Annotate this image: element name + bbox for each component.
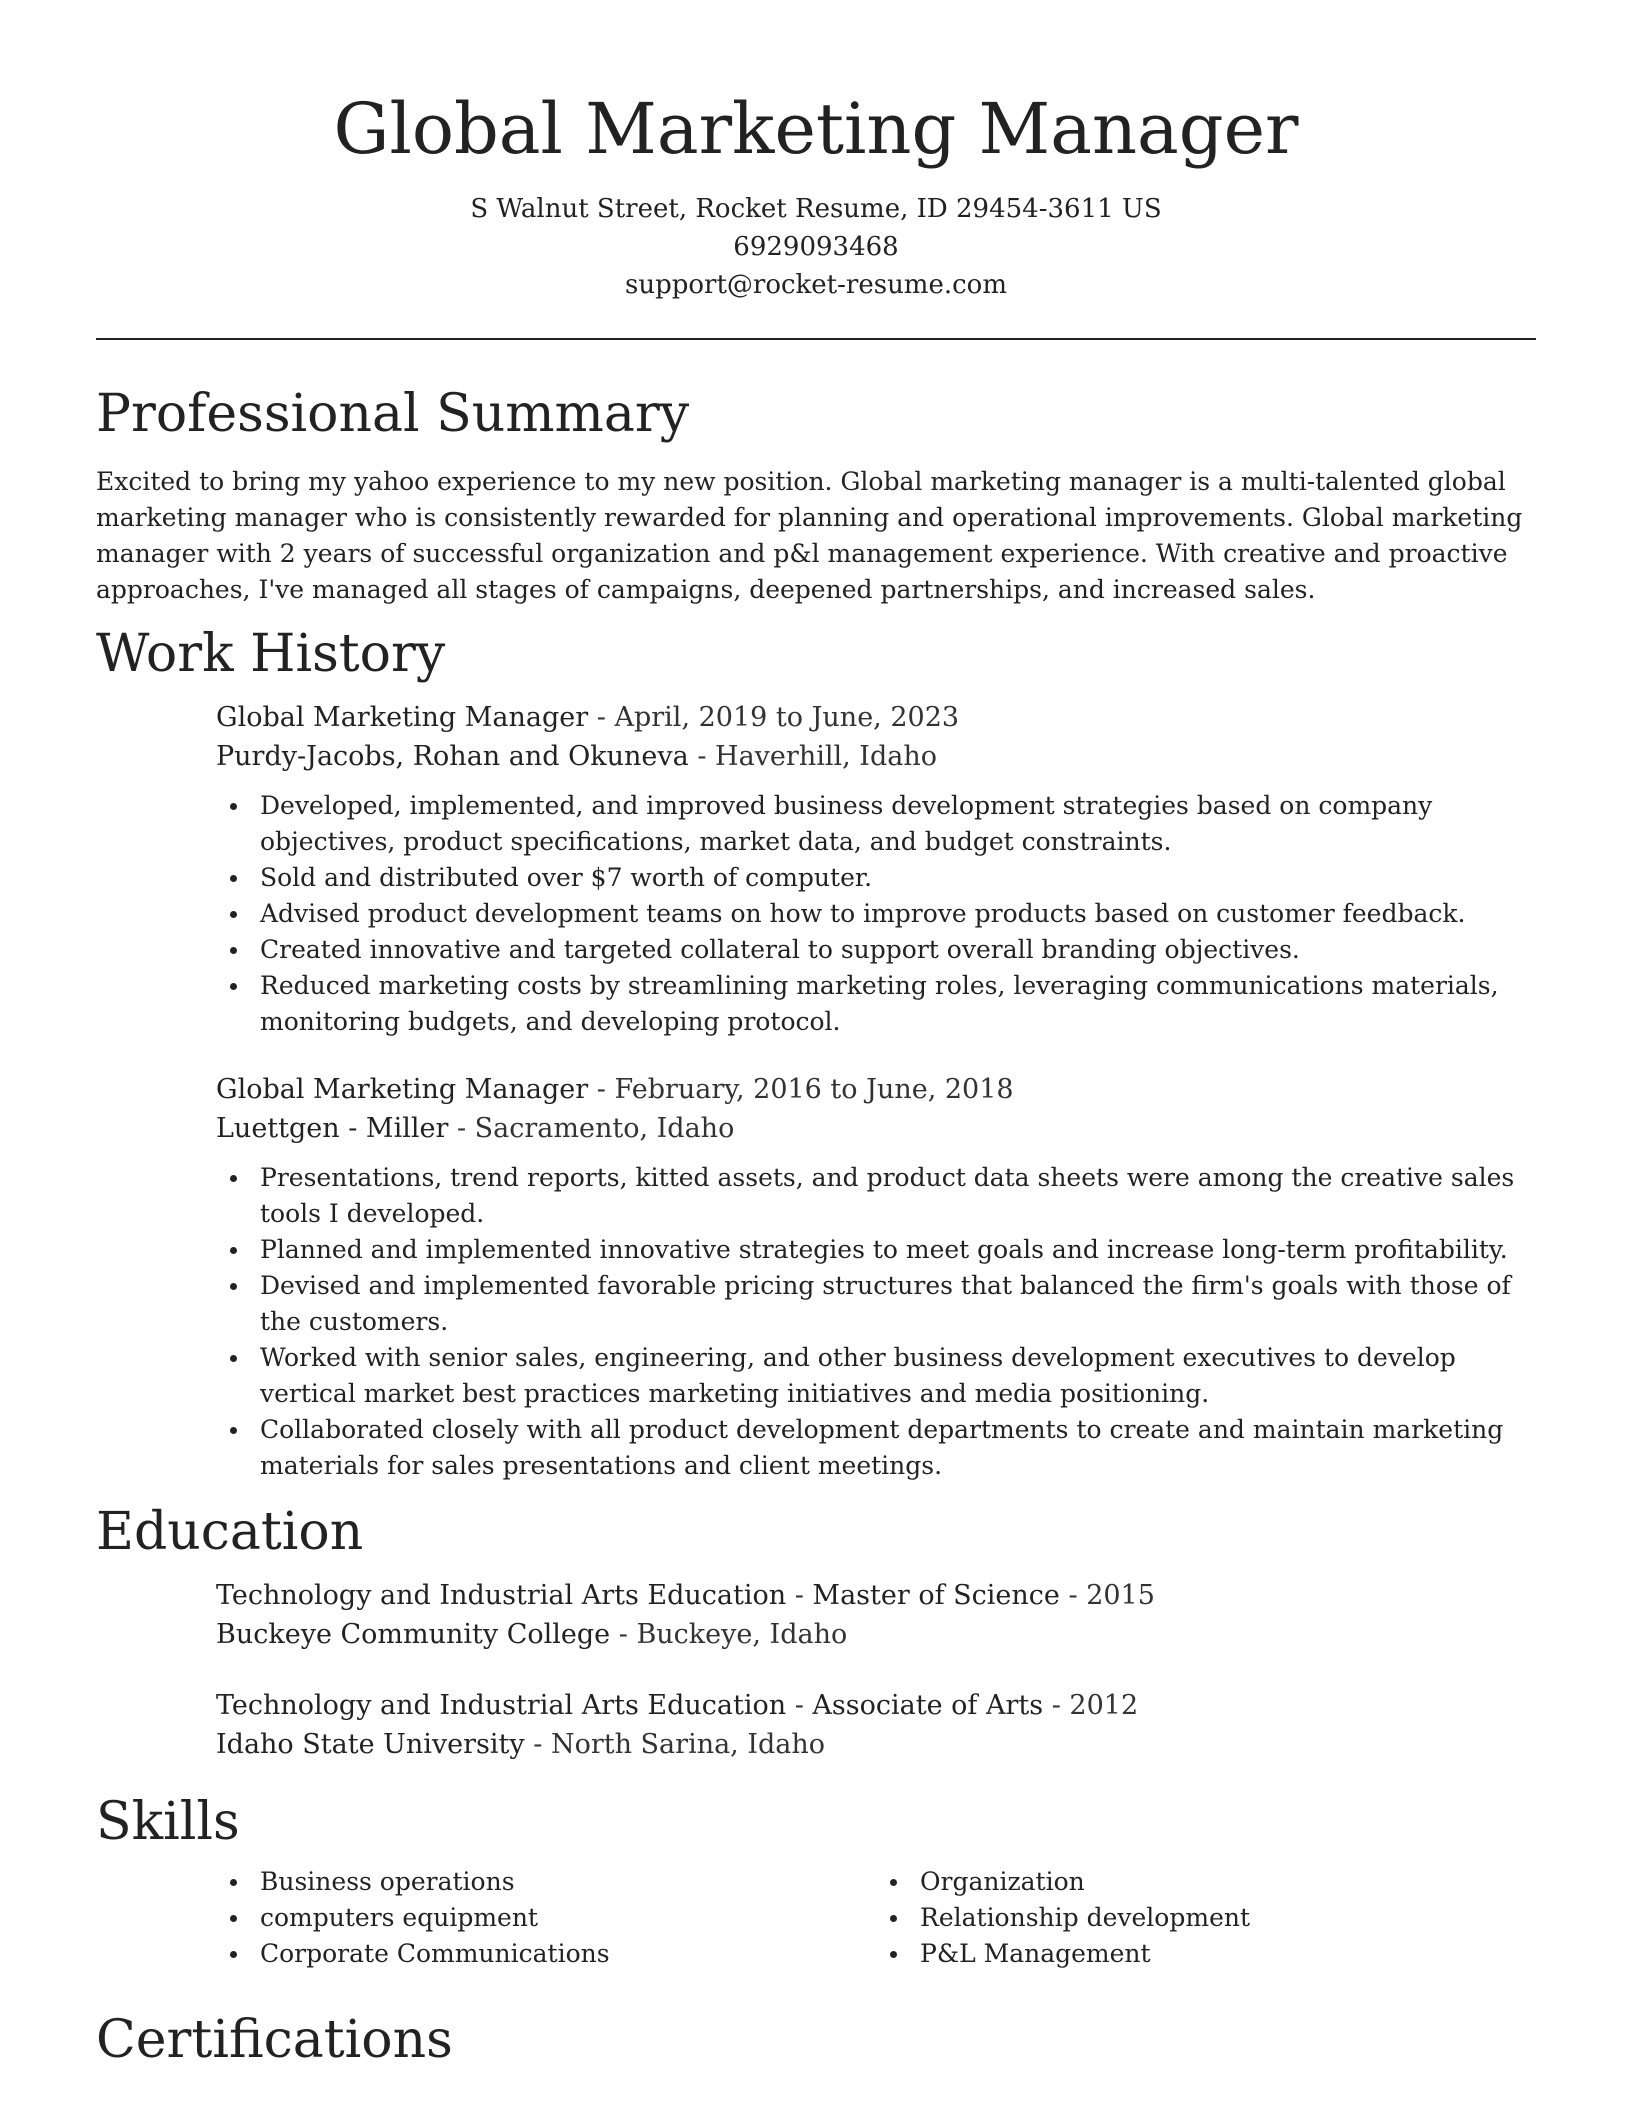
job-company: Luettgen - Miller <box>216 1113 449 1144</box>
job-bullet: Devised and implemented favorable pricing structures that balanced the firm's goals with those of the customers. <box>260 1268 1536 1340</box>
resume-name: Global Marketing Manager <box>333 88 1299 170</box>
contact-email: support@rocket-resume.com <box>624 270 1007 300</box>
job-bullet: Worked with senior sales, engineering, and other business development executives to develop vertical market best practices marketing initiatives and media positioning. <box>260 1340 1536 1412</box>
skill-item: Organization <box>920 1864 1536 1900</box>
education-degree-line <box>216 1686 1536 1725</box>
job-bullet: Reduced marketing costs by streamlining marketing roles, leveraging communications materials, monitoring budgets, and developing protocol. <box>260 968 1536 1040</box>
job-company-line <box>216 1109 1536 1148</box>
skills-title: Skills <box>96 1792 240 1852</box>
job-dates: April, 2019 to June, 2023 <box>614 702 960 733</box>
education-title: Education <box>96 1502 364 1562</box>
separator: - <box>524 1729 551 1760</box>
education-degree: Master of Science <box>812 1580 1060 1611</box>
job-company: Purdy-Jacobs, Rohan and Okuneva <box>216 741 689 772</box>
job-bullet: Presentations, trend reports, kitted assets, and product data sheets were among the creative sales tools I developed. <box>260 1160 1536 1232</box>
job-location: Sacramento, Idaho <box>474 1113 735 1144</box>
separator: - <box>1059 1580 1087 1611</box>
job-bullet: Created innovative and targeted collateral to support overall branding objectives. <box>260 932 1536 968</box>
job-bullet: Advised product development teams on how to improve products based on customer feedback. <box>260 896 1536 932</box>
skills-right-list <box>876 1864 1536 1972</box>
separator: - <box>588 702 615 733</box>
separator: - <box>688 741 716 772</box>
job-title-line <box>216 1070 1536 1109</box>
work-section <box>96 622 1536 1484</box>
skills-columns <box>216 1864 1536 1972</box>
summary-section <box>96 382 1536 608</box>
education-year: 2012 <box>1069 1690 1139 1721</box>
contact-phone: 6929093468 <box>733 232 899 262</box>
job-bullet: Sold and distributed over $7 worth of computer. <box>260 860 1536 896</box>
skill-item: computers equipment <box>260 1900 876 1936</box>
separator: - <box>786 1690 813 1721</box>
education-entry <box>216 1686 1536 1764</box>
separator: - <box>588 1074 615 1105</box>
job-bullet: Collaborated closely with all product development departments to create and maintain marketing materials for sales presentations and client meetings. <box>260 1412 1536 1484</box>
education-year: 2015 <box>1086 1580 1155 1611</box>
contact-address: S Walnut Street, Rocket Resume, ID 29454-3611 US <box>470 194 1162 224</box>
skills-section <box>96 1790 1536 1972</box>
job-bullet: Developed, implemented, and improved business development strategies based on company objectives, product specifications, market data, and budget constraints. <box>260 788 1536 860</box>
skill-item: Business operations <box>260 1864 876 1900</box>
job-role: Global Marketing Manager <box>216 702 589 733</box>
education-school-line <box>216 1615 1536 1654</box>
separator: - <box>1043 1690 1070 1721</box>
certifications-title: Certifications <box>96 2010 453 2070</box>
education-degree: Associate of Arts <box>812 1690 1044 1721</box>
education-location: North Sarina, Idaho <box>550 1729 826 1760</box>
education-school-line <box>216 1725 1536 1764</box>
summary-title: Professional Summary <box>96 384 690 444</box>
education-section <box>96 1500 1536 1764</box>
summary-text: Excited to bring my yahoo experience to my new position. Global marketing manager is a multi-talented global marketing manager who is consistently rewarded for planning and operational improvements. Global marketing manager with 2 years of successful organization and p&l management experience. With creative and proactive approaches, I've managed all stages of campaigns, deepened partnerships, and increased sales. <box>96 467 1523 604</box>
work-title: Work History <box>96 624 446 684</box>
skill-item: P&L Management <box>920 1936 1536 1972</box>
job-bullet: Planned and implemented innovative strategies to meet goals and increase long-term profitability. <box>260 1232 1536 1268</box>
education-degree-line <box>216 1576 1536 1615</box>
contact-block <box>96 190 1536 304</box>
job-bullets <box>216 788 1536 1040</box>
header-divider <box>96 338 1536 340</box>
skill-item: Relationship development <box>920 1900 1536 1936</box>
education-school: Idaho State University <box>216 1729 525 1760</box>
job-role: Global Marketing Manager <box>216 1074 589 1105</box>
job-entry <box>216 1070 1536 1484</box>
separator: - <box>448 1113 475 1144</box>
education-field: Technology and Industrial Arts Education <box>216 1580 787 1611</box>
skills-left-list <box>216 1864 876 1972</box>
education-entry <box>216 1576 1536 1654</box>
certifications-section <box>96 2008 1536 2072</box>
education-location: Buckeye, Idaho <box>636 1619 848 1650</box>
separator: - <box>610 1619 637 1650</box>
job-bullets <box>216 1160 1536 1484</box>
job-dates: February, 2016 to June, 2018 <box>614 1074 1014 1105</box>
skill-item: Corporate Communications <box>260 1936 876 1972</box>
separator: - <box>786 1580 813 1611</box>
job-title-line <box>216 698 1536 737</box>
education-school: Buckeye Community College <box>216 1619 611 1650</box>
job-company-line <box>216 737 1536 776</box>
job-entry <box>216 698 1536 1040</box>
education-field: Technology and Industrial Arts Education <box>216 1690 787 1721</box>
job-location: Haverhill, Idaho <box>715 741 937 772</box>
resume-page <box>96 0 1536 2072</box>
